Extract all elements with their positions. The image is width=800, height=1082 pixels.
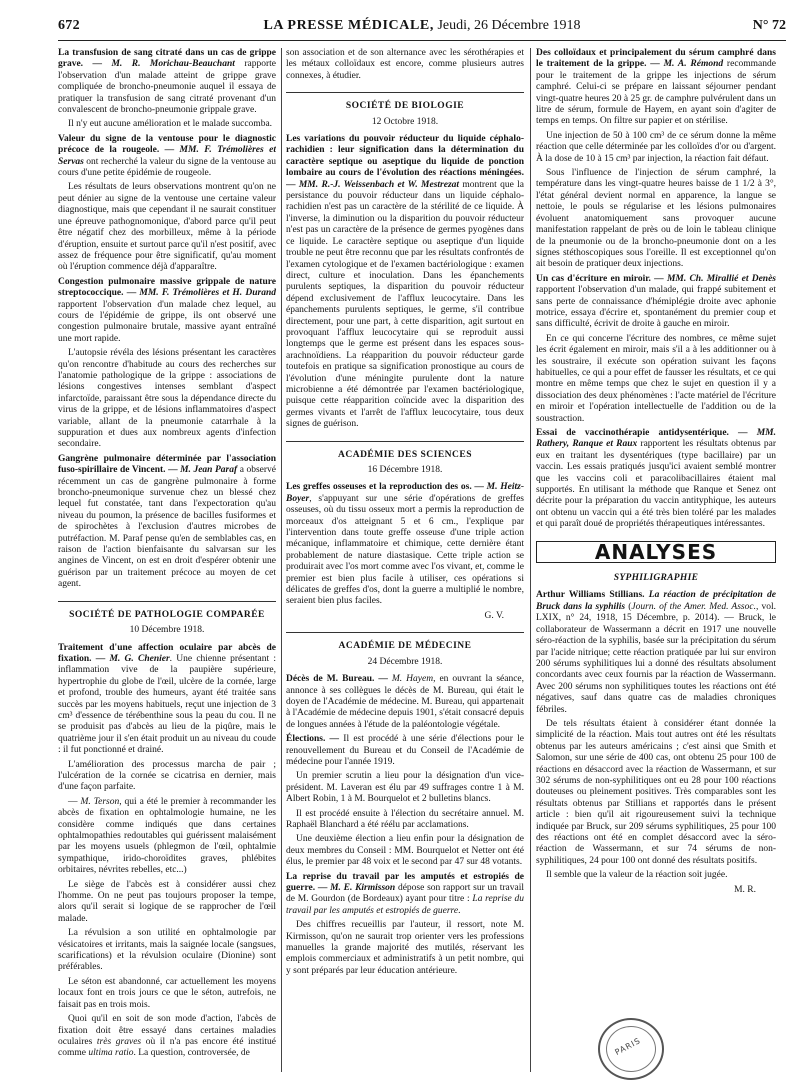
body-text: Des chiffres recueillis par l'auteur, il ressort, note M. Kirmisson, qu'on ne saurait trop orienter vers les professions manuelles la grande majorité des mutilés, réservant les emplois commerciaux et administratifs à un petit nombre, qui y sont préparés par leur éducation antérieure. [286, 920, 524, 976]
paragraph [58, 797, 276, 877]
middle-column-continuation [286, 48, 524, 82]
emphasis-text: Journ. of the Amer. Med. Assoc. [631, 601, 756, 612]
section-date: 24 Décembre 1918. [367, 656, 443, 667]
header-rule [58, 40, 786, 41]
emphasis-text: M. E. Kirmisson [330, 883, 396, 893]
column-divider [530, 48, 531, 1072]
pathologie-comparee-articles [58, 643, 276, 1060]
emphasis-text: La transfusion de sang citraté dans un cas de grippe grave. — [58, 48, 276, 70]
paragraph [58, 1014, 276, 1060]
journal-title-line [58, 18, 786, 34]
body-text: La révulsion a son utilité en ophtalmologie par vésicatoires et irritants, mais la saignée locale (sangsues, scarifications) et la révulsion oculaire (Dionine) sont préférables. [58, 928, 276, 973]
emphasis-text: Les greffes osseuses et la reproduction des os. — [286, 482, 487, 493]
emphasis-text: Un cas d'écriture en miroir. — [536, 273, 667, 284]
signature: G. V. [484, 610, 504, 621]
section-title: SOCIÉTÉ DE BIOLOGIE [345, 101, 465, 112]
body-text: . [458, 905, 461, 916]
emphasis-text: La réaction de précipitation de Bruck dans la syphilis [536, 590, 776, 612]
section-title: ACADÉMIE DE MÉDECINE [338, 641, 472, 652]
body-text: rapportent les résultats obtenus par eux en traitant les dysentériques (type bacillaire) par un vaccin. Les essais pratiqués jusqu'ici avaient semblé montrer que les vaccins coli et paracolibacillaires étaient mal supportés. En utilisant la méthode que Ranque et Senez ont décrite pour la préparation du vaccin antityphique, les auteurs ont obtenu un vaccin qui a été très bien toléré par les malades et qui paraît doué de propriétés thérapeutiques intéressantes. [536, 439, 776, 530]
emphasis-text: MM. Rathery, Ranque et Raux [536, 428, 776, 450]
paragraph [58, 643, 276, 757]
emphasis-text: M. Hayem [391, 674, 434, 685]
body-text: . La question, controversée, de [133, 1048, 250, 1059]
emphasis-text: M. Heitz-Boyer [286, 482, 524, 504]
paragraph [58, 760, 276, 794]
emphasis-text: M. A. Rémond [663, 59, 724, 70]
page-header [58, 18, 786, 40]
paragraph [58, 928, 276, 974]
stamp-text: PARIS [613, 1036, 643, 1057]
body-text: ont recherché la valeur du signe de la ventouse au cours d'une petite épidémie de rougeole. [58, 156, 276, 179]
issue-number: N° 72 [752, 18, 786, 33]
body-text: , vol. LXIX, n° 24, 1918, 15 Décembre, p. 2014). — Bruck, le collaborateur de Wassermann a décrit en 1917 une nouvelle séro-réaction de la syphilis, basée sur la précipitation du sérum par l'acide nitrique; cette réaction pratiquée par lui sur environ 200 sérums syphilitiques lui a donné des résultats absolument concordants avec ceux fournis par la réaction de Wassermann. Avec 200 sérums non syphilitiques toutes les réactions ont été négatives, sauf dans quatre cas de maladies chroniques fébriles. [536, 601, 776, 715]
emphasis-text: très graves [96, 1036, 142, 1047]
body-text: L'amélioration des processus marcha de pair ; l'ulcération de la cornée se cicatrisa en dernier, mais d'une façon parfaite. [58, 759, 276, 793]
body-text: Le séton est abandonné, car actuellement les moyens locaux font en trois jours ce que le séton, autrefois, ne faisait pas en trois mois. [58, 976, 276, 1010]
paragraph [286, 834, 524, 868]
section-title: SOCIÉTÉ DE PATHOLOGIE COMPARÉE [69, 609, 265, 620]
sciences-articles [286, 482, 524, 607]
body-text: Le siège de l'abcès est à considérer aussi chez l'homme. On ne peut pas toujours proposer la tempe, alors qu'il serait si logique de se rapprocher de l'œil malade. [58, 879, 276, 924]
page-number: 672 [58, 18, 80, 33]
paragraph [286, 920, 524, 977]
paragraph [286, 734, 524, 768]
emphasis-text: M. R. Morichau-Beauchant [111, 59, 235, 70]
section-divider [286, 632, 524, 633]
body-text: ( [625, 601, 632, 612]
signature: M. R. [734, 884, 756, 895]
emphasis-text: M. Jean Paraf [180, 465, 238, 476]
section-date: 16 Décembre 1918. [367, 465, 443, 475]
biologie-articles [286, 134, 524, 431]
emphasis-text: Des colloïdaux et principalement du sérum camphré dans le traitement de la grippe. — [536, 48, 776, 70]
emphasis-text: Arthur Williams Stillians. [536, 590, 645, 601]
paragraph [58, 277, 276, 345]
body-text: son association et de son alternance avec les sérothérapies et les métaux colloïdaux est encore, comme plusieurs autres connexes, à étudier. [286, 48, 524, 81]
body-text: recommande pour le traitement de la grippe les injections de sérum camphré. Celui-ci se prépare en laissant séjourner pendant vingt-quatre heures 20 à 25 gr. de camphre pulvérulent dans un litre de sérum, formule de Hayem, en ayant soin d'agiter de temps en temps. On filtre sur papier et on stérilise. [536, 59, 776, 127]
body-text: . Une chienne présentant : inflammation vive de la paupière supérieure, hypertrophie du globe de l'œil, ulcère de la cornée, large et profond, trouble des humeurs, ayant été traitée sans succès par les moyens habituels, reçut une injection de 3 cm³ d'essence de térébenthine sous la peau du cou. Il ne se produisit pas d'abcès au lieu de la piqûre, mais le quatrième jour il s'en était produit un au niveau du coude : il fut ponctionné et drainé. [58, 653, 276, 756]
emphasis-text: Congestion pulmonaire massive grippale de nature streptococcique. — [58, 276, 276, 299]
paragraph [536, 168, 776, 271]
paragraph [536, 131, 776, 165]
section-divider [286, 441, 524, 442]
column-left [58, 48, 276, 1076]
emphasis-text: Les variations du pouvoir réducteur du liquide céphalo-rachidien : leur signification dans la détermination du caractère septique ou aseptique du liquide de ponction lombaire au cours de l'évolution des réactions méningées. — [286, 134, 524, 190]
column-divider [281, 48, 282, 1072]
paragraph [286, 674, 524, 731]
paragraph [58, 348, 276, 451]
paragraph [536, 48, 776, 128]
body-text: rapportent l'observation d'un malade chez lequel, au cours de l'épidémie de grippe, ils ont observé une congestion pulmonaire brutale, massive ayant entraîné une mort rapide. [58, 299, 276, 344]
emphasis-text: Essai de vaccinothérapie antidysentérique. — [536, 428, 757, 438]
analyses-banner: ANALYSES [536, 541, 776, 563]
body-text: L'autopsie révéla des lésions présentant les caractères qu'on rencontre d'habitude au cours des recherches sur l'anatomie pathologique de la grippe : associations de lésions congestives intenses semblant d'aspect infarctoïde, paraissant être sous la dépendance directe du virus de la grippe, et de lésions inflammatoires d'aspect variable, allant de la pneumonie catarrhale à la suppuration et dues aux nombreux agents d'infection secondaire. [58, 348, 276, 450]
analyses-subhead: SYPHILIGRAPHIE [613, 573, 699, 584]
body-text: — [68, 796, 81, 807]
left-column-articles [58, 48, 276, 591]
paragraph [536, 428, 776, 531]
emphasis-text: M. Terson [80, 796, 120, 807]
body-text: Les résultats de leurs observations montrent qu'on ne peut dénier au signe de la ventouse une certaine valeur diagnostique, mais que cependant il ne saurait constituer une épreuve pathognomonique, d'abord parce qu'il peut être négatif chez des morbilleux, même à la période d'éruption, ensuite et surtout parce qu'il n'est positif, avec assez de fréquence pour être significatif, qu'au moment où l'éruption commence déjà d'apparaître. [58, 182, 276, 273]
body-text: Une injection de 50 à 100 cm³ de ce sérum donne la même réaction que celle déterminée par les colloïdes d'or ou d'argent. À la dose de 10 à 15 cm³ par injection, la réaction fait défaut. [536, 130, 776, 164]
section-date: 10 Décembre 1918. [129, 625, 205, 636]
body-text: Un premier scrutin a lieu pour la désignation d'un vice-président. M. Laveran est élu par 49 suffrages contre 1 à M. Albert Robin, 1 à M. Bourquelot et 2 bulletins blancs. [286, 771, 524, 805]
body-text: , s'appuyant sur une série d'opérations de greffes osseuses, où du tissu osseux mort a permis la reproduction de morceaux d'os atteignant 5 et 6 cm., l'explique par l'intervention dans toute greffe osseuse d'une triple action mécanique, inflammatoire et chimique, cette dernière étant probablement de nature diastasique. Cette triple action se produirait avec l'os mort comme avec l'os vivant, et, comme le premier est bien plus facile à utiliser, ces opérations si délicates de greffes d'os, dont la guerre a multiplié le nombre, seraient bien plus faciles. [286, 493, 524, 607]
body-text: En ce qui concerne l'écriture des nombres, ce même sujet les écrit également en miroir, mais s'il a à les additionner ou à les soustraire, il exécute son opération suivant les façons habituelles, ce qui a pour effet de fausser les résultats, et ce qui montre en même temps que chez le sujet en question il y a dissociation des deux phénomènes : l'acte matériel de l'écriture en miroir et l'opération intellectuelle de l'addition ou de la soustraction. [536, 333, 776, 424]
paragraph [536, 334, 776, 425]
emphasis-text: Gangrène pulmonaire déterminée par l'association fuso-spirillaire de Vincent. — [58, 453, 276, 476]
body-text: a observé récemment un cas de gangrène pulmonaire à forme broncho-pneumonique survenue chez un blessé chez lequel fut constatée, tant dans l'expectoration qu'au niveau du poumon, la présence de bacilles fusiformes et de spirochètes à l'exclusion d'autres microbes de putréfaction. M. Paraf pense qu'en de semblables cas, en raison de l'action bienfaisante du salvarsan sur les angines de Vincent, on est en droit d'espérer obtenir une guérison par un traitement précoce au moyen de cet agent. [58, 465, 276, 590]
journal-title: LA PRESSE MÉDICALE, [263, 18, 434, 33]
emphasis-text: La reprise du travail par les amputés et estropiés de guerre. — [286, 871, 524, 893]
right-column-articles [536, 48, 776, 531]
paragraph [536, 590, 776, 715]
body-text: montrent que la persistance du pouvoir réducteur dans un liquide céphalo-rachidien n'est pas un caractère de la stérilité de ce liquide. À l'inverse, la diminution ou la disparition du pouvoir réducteur n'est pas un caractère de la présence de germes pyogènes dans ce liquide. Le caractère septique ou aseptique d'un liquide trouble ne peut être reconnu que par les résultats confrontés de l'examen cytologique et de l'examen bactériologique : examen direct, culture et inoculation. Dans les épanchements purulents septiques, la disparition du pouvoir réducteur dépend exclusivement de l'afflux leucocytaire. Dans les épanchements purulents septiques, le germe, s'il contribue directement, pour une part, à cette disparition, agit surtout en provoquant l'afflux leucocytaire qui se reproduit aussi longtemps que le germe est présent dans les espaces sous-arachnoïdiens. La réapparition du pouvoir réducteur garde toutefois en pratique sa signification pronostique au cours de l'évolution d'une méningite purulente dont la nature microbienne a été démontrée par l'examen bactériologique, puisque cette réapparition coïncide avec la disparition des germes vivants et l'arrêt de l'afflux leucocytaire, tous deux signes de guérison. [286, 179, 524, 430]
paragraph [58, 48, 276, 116]
paragraph [58, 119, 276, 130]
body-text: où il n'a pas encore été institué comme [58, 1036, 276, 1059]
body-text: Une deuxième élection a lieu enfin pour la désignation de deux membres du Conseil : MM. Bourquelot et Netter ont été élus, le premier par 48 voix et le second par 47 sur 48 votants. [286, 834, 524, 868]
medecine-articles [286, 674, 524, 977]
body-text: Quoi qu'il en soit de son mode d'action, l'abcès de fixation doit être essayé dans certaines maladies oculaires [58, 1014, 276, 1047]
body-text: De tels résultats étaient à considérer étant donnée la simplicité de la réaction. Mais tout autres ont été les résultats obtenus par les auteurs américains ; c'est ainsi que Smith et Salomon, sur une série de 400 cas, ont obtenu 25 pour 100 de réactions en désaccord avec la réaction de Wassermann, et sur 302 sérums de non-syphilitiques ont eu 28 pour 100 réactions douteuses ou pleinement positives. Très comparables sont les résultats obtenus par Stillians et rapportés dans le présent article : bien qu'il ait rigoureusement suivi la technique indiquée par Bruck, sur 209 sérums syphilitiques, 25 pour 100 des réactions ont été en complet désaccord avec la séro-réaction de Wassermann, et sur 74 sérums de non-syphilitiques, 24 pour 100 ont donné des résultats positifs. [536, 718, 776, 866]
paragraph [286, 771, 524, 805]
paragraph [58, 977, 276, 1011]
body-text: , en ouvrant la séance, annonce à ses collègues le décès de M. Bureau, qui était le doyen de l'Académie de médecine. M. Bureau, qui appartenait à l'Académie de médecine depuis 1901, s'était consacré depuis de longues années à l'étude de la paléontologie végétale. [286, 674, 524, 730]
section-date: 12 Octobre 1918. [371, 116, 439, 127]
emphasis-text: ultima ratio [88, 1048, 134, 1059]
body-text: rapporte l'observation d'un malade atteint de grippe grave compliquée de broncho-pneumonie auquel il essaya de pratiquer la transfusion de sang citraté provenant d'un convalescent de broncho-pneumonie grippale grave. [58, 59, 276, 116]
paragraph [286, 134, 524, 431]
emphasis-text: MM. F. Trémolières et Servas [58, 145, 276, 167]
emphasis-text: Traitement d'une affection oculaire par abcès de fixation. — [58, 642, 276, 664]
section-title: ACADÉMIE DES SCIENCES [337, 449, 473, 460]
emphasis-text: M. G. Chenier [109, 653, 170, 664]
emphasis-text: MM. Ch. Mirallié et Denès [666, 273, 776, 284]
paragraph [536, 274, 776, 331]
emphasis-text: Élections. — [286, 734, 344, 745]
paragraph [286, 48, 524, 82]
body-text: , qui a été le premier à recommander les abcès de fixation en ophtalmologie humaine, ne les considère comme indiqués que dans certaines ophtalmopathies redoutables qui guérissent malaisément par les moyens usuels (phlegmon de l'œil, ophtalmie sympathique, irido-choroïdites graves, phlébites orbitaires, névrites rebelles, etc...) [58, 796, 276, 876]
body-text: Il est procédé ensuite à l'élection du secrétaire annuel. M. Raphaël Blanchard a été réélu par acclamations. [286, 808, 524, 830]
paragraph [286, 482, 524, 607]
body-text: Il semble que la valeur de la réaction soit jugée. [546, 870, 728, 881]
paragraph [536, 719, 776, 867]
issue-date: Jeudi, 26 Décembre 1918 [433, 18, 581, 33]
column-middle [286, 48, 524, 1076]
emphasis-text: MM. F. Trémolières et H. Durand [139, 288, 276, 299]
emphasis-text: MM. R.-J. Weissenbach et W. Mestrezat [298, 179, 460, 190]
paragraph [58, 454, 276, 591]
paragraph [58, 134, 276, 180]
body-text: rapportent l'observation d'un malade, qui frappé subitement et sans perte de connaissance d'hémiplégie droite avec aphonie motrice, essaya d'écrire et, spontanément du premier coup et sans difficulté, écrivit de droite à gauche en miroir. [536, 285, 776, 330]
paragraph [58, 182, 276, 273]
body-text: Il n'y eut aucune amélioration et le malade succomba. [68, 119, 273, 130]
body-text: Sous l'influence de l'injection de sérum camphré, la température dans les vingt-quatre heures baisse de 1 1/2 à 3°, l'état général devient normal en apparence, la langue se nettoie, le pouls se régularise et les lésions pulmonaires évoluent anatomiquement sans provoquer aucune manifestation rappelant de près ou de loin le tableau clinique de la pneumonie ou de la broncho-pneumonie dont on a les signes stéthoscopiques sous l'oreille. Il est exceptionnel qu'on ait besoin de pratiquer deux injections. [536, 168, 776, 270]
analyses-articles [536, 590, 776, 881]
section-divider [58, 601, 276, 602]
emphasis-text: La reprise du travail par les amputés et estropiés de guerre [286, 894, 524, 916]
paragraph [286, 809, 524, 832]
emphasis-text: Décès de M. Bureau. — [286, 674, 392, 685]
paragraph [286, 872, 524, 918]
paragraph [58, 880, 276, 926]
body-text: Il est procédé à une série d'élections pour le renouvellement du Bureau et du Conseil de l'Académie de médecine pour l'année 1919. [286, 734, 524, 767]
section-divider [286, 92, 524, 93]
body-text: dépose son rapport sur un travail de M. Gourdon (de Bordeaux) ayant pour titre : [286, 883, 524, 905]
library-stamp [598, 1018, 664, 1080]
column-right [536, 48, 776, 1076]
emphasis-text: Valeur du signe de la ventouse pour le diagnostic précoce de la rougeole. — [58, 133, 276, 156]
paragraph [536, 870, 776, 881]
